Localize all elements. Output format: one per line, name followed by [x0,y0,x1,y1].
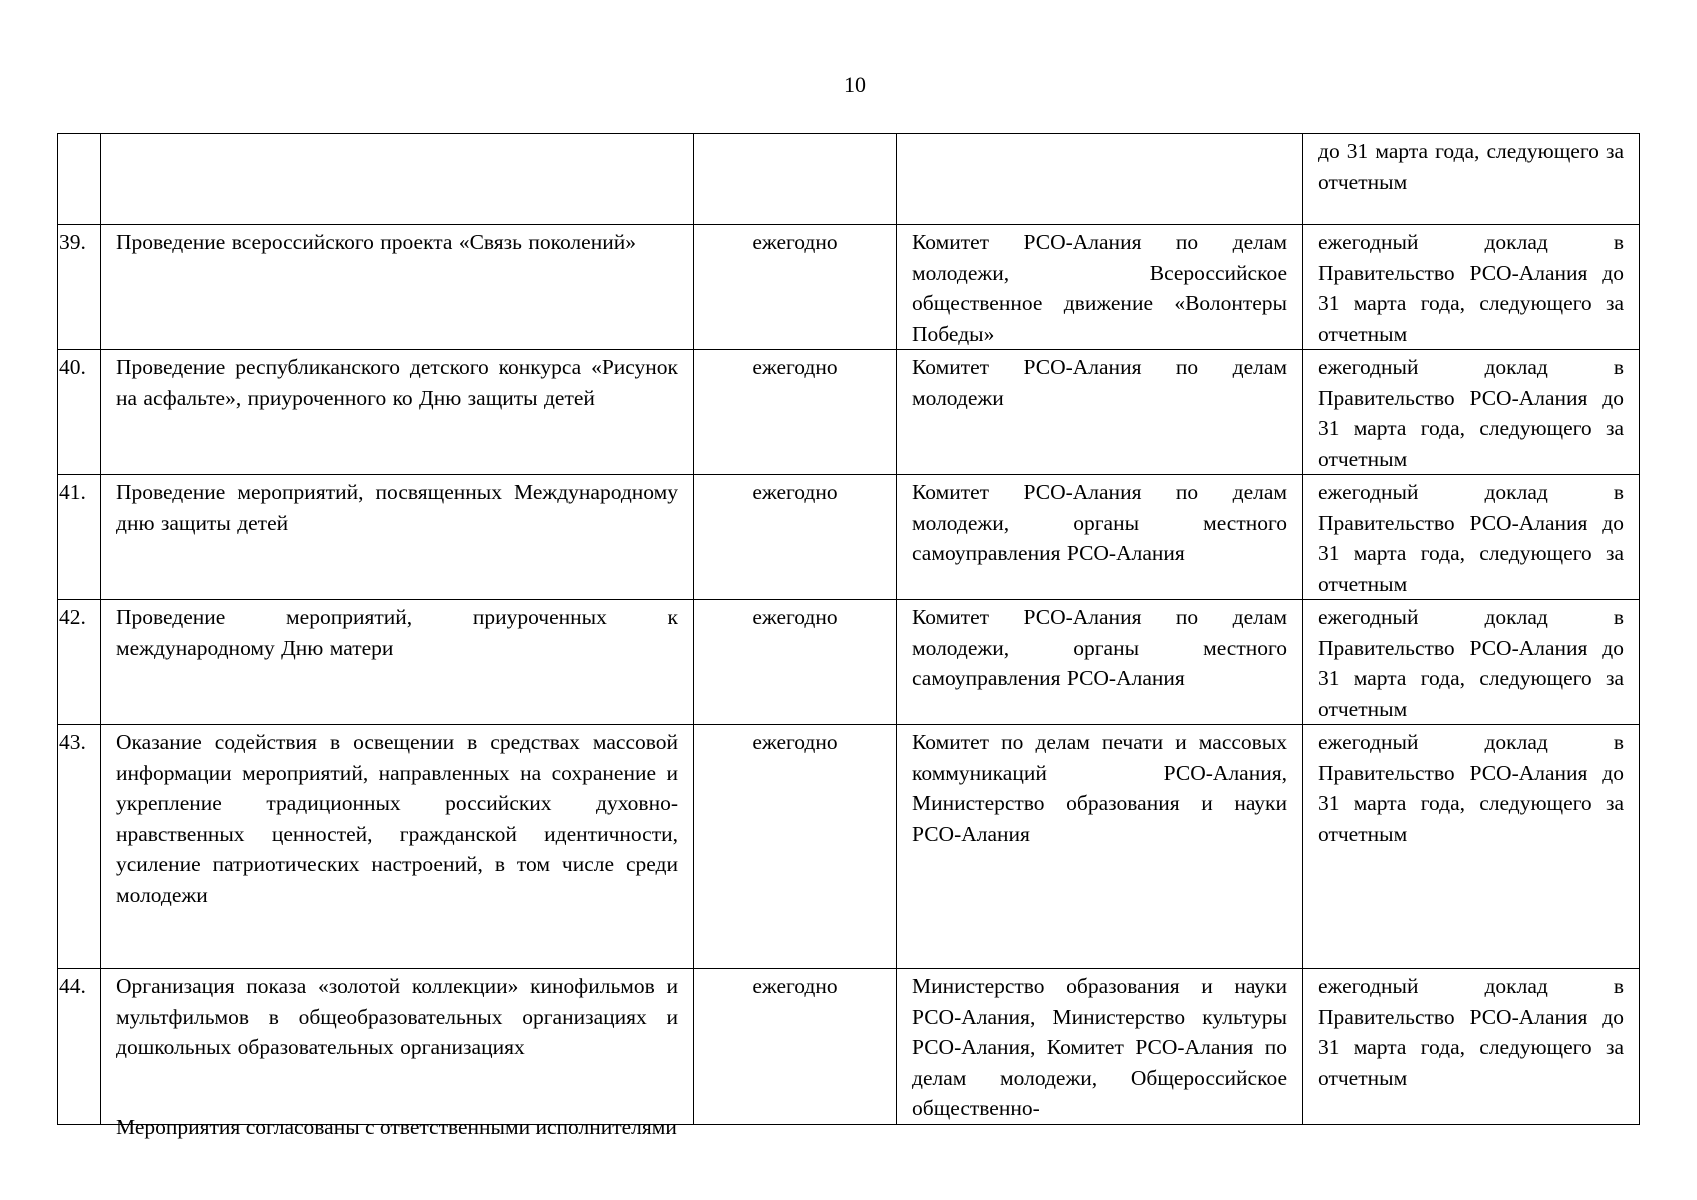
executors-cell: Комитет РСО-Алания по делам молодежи, органы местного самоуправления РСО-Алания [897,475,1303,600]
executors-cell: Комитет РСО-Алания по делам молодежи, Всероссийское общественное движение «Волонтеры Победы» [897,225,1303,350]
period-cell: ежегодно [694,475,897,600]
reporting-cell: ежегодный доклад в Правительство РСО-Алания до 31 марта года, следующего за отчетным [1303,969,1640,1125]
row-number: 41. [58,475,101,600]
period-cell: ежегодно [694,969,897,1125]
row-number [58,134,101,225]
executors-cell [897,134,1303,225]
executors-cell: Министерство образования и науки РСО-Алания, Министерство культуры РСО-Алания, Комитет РСО-Алания по делам молодежи, Общероссийское общественно- [897,969,1303,1125]
activity-cell: Проведение всероссийского проекта «Связь поколений» [101,225,694,350]
activity-cell: Организация показа «золотой коллекции» кинофильмов и мультфильмов в общеобразовательных организациях и дошкольных образовательных организациях [101,969,694,1125]
period-cell: ежегодно [694,725,897,969]
table-row [58,134,1640,225]
table-row [58,600,1640,725]
page-number: 10 [844,72,866,97]
activity-cell: Проведение мероприятий, приуроченных к международному Дню матери [101,600,694,725]
row-number: 44. [58,969,101,1125]
table-row [58,225,1640,350]
activity-cell: Оказание содействия в освещении в средствах массовой информации мероприятий, направленных на сохранение и укрепление традиционных российских духовно-нравственных ценностей, гражданской идентичности, усиление патриотических настроений, в том числе среди молодежи [101,725,694,969]
row-number: 42. [58,600,101,725]
reporting-cell: ежегодный доклад в Правительство РСО-Алания до 31 марта года, следующего за отчетным [1303,475,1640,600]
reporting-cell: ежегодный доклад в Правительство РСО-Алания до 31 марта года, следующего за отчетным [1303,225,1640,350]
period-cell: ежегодно [694,600,897,725]
activity-cell: Проведение мероприятий, посвященных Международному дню защиты детей [101,475,694,600]
activities-table [57,133,1640,1125]
row-number: 39. [58,225,101,350]
period-cell: ежегодно [694,350,897,475]
activity-cell [101,134,694,225]
period-cell [694,134,897,225]
executors-cell: Комитет РСО-Алания по делам молодежи [897,350,1303,475]
reporting-cell: ежегодный доклад в Правительство РСО-Алания до 31 марта года, следующего за отчетным [1303,725,1640,969]
executors-cell: Комитет по делам печати и массовых коммуникаций РСО-Алания, Министерство образования и науки РСО-Алания [897,725,1303,969]
activity-cell: Проведение республиканского детского конкурса «Рисунок на асфальте», приуроченного ко Дню защиты детей [101,350,694,475]
table-row [58,969,1640,1125]
row-number: 40. [58,350,101,475]
row-number: 43. [58,725,101,969]
period-cell: ежегодно [694,225,897,350]
executors-cell: Комитет РСО-Алания по делам молодежи, органы местного самоуправления РСО-Алания [897,600,1303,725]
table-row [58,475,1640,600]
approval-note: Мероприятия согласованы с ответственными исполнителями [116,1115,677,1139]
reporting-cell: ежегодный доклад в Правительство РСО-Алания до 31 марта года, следующего за отчетным [1303,600,1640,725]
reporting-cell: до 31 марта года, следующего за отчетным [1303,134,1640,225]
table-row [58,350,1640,475]
reporting-cell: ежегодный доклад в Правительство РСО-Алания до 31 марта года, следующего за отчетным [1303,350,1640,475]
table-row [58,725,1640,969]
